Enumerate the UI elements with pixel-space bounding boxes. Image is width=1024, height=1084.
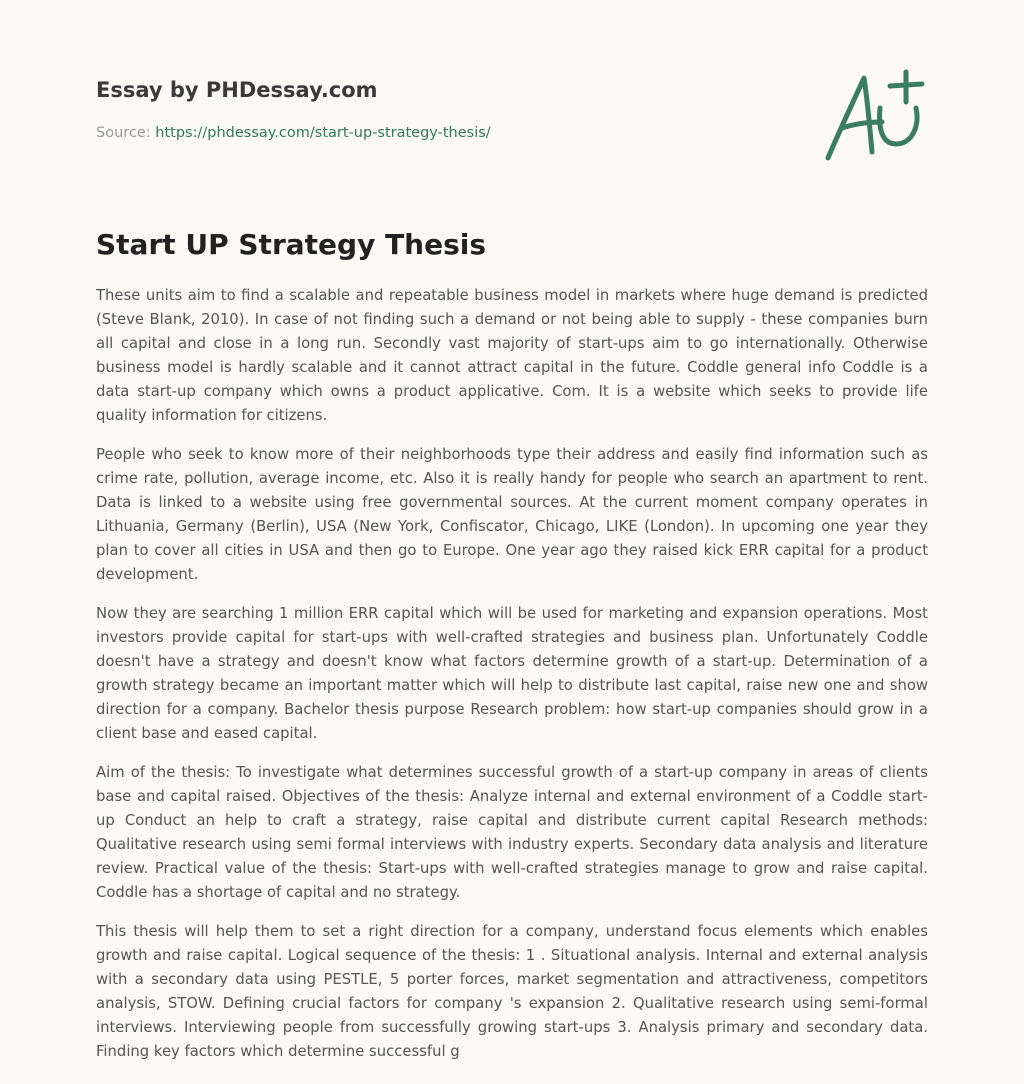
essay-paragraph: Aim of the thesis: To investigate what determines successful growth of a start-up company in areas of clients base and capital raised. Objectives of the thesis: Analyze internal and external environment of a Coddle start-up Conduct an help to craft a strategy, raise capital and distribute current capital Research methods: Qualitative research using semi formal interviews with industry experts. Secondary data analysis and literature review. Practical value of the thesis: Start-ups with well-crafted strategies manage to grow and raise capital. Coddle has a shortage of capital and no strategy. <box>96 764 928 901</box>
page-header <box>96 76 928 143</box>
essay-paragraph: This thesis will help them to set a right direction for a company, understand focus elements which enables growth and raise capital. Logical sequence of the thesis: 1 . Situational analysis. Internal and external analysis with a secondary data using PESTLE, 5 porter forces, market segmentation and attractiveness, competitors analysis, STOW. Defining crucial factors for company 's expansion 2. Qualitative research using semi-formal interviews. Interviewing people from successfully growing start-ups 3. Analysis primary and secondary data. Finding key factors which determine successful g <box>96 923 928 1060</box>
essay-paragraph: People who seek to know more of their neighborhoods type their address and easily find information such as crime rate, pollution, average income, etc. Also it is really handy for people who search an apartment to rent. Data is linked to a website using free governmental sources. At the current moment company operates in Lithuania, Germany (Berlin), USA (New York, Confiscator, Chicago, LIKE (London). In upcoming one year they plan to cover all cities in USA and then go to Europe. One year ago they raised kick ERR capital for a product development. <box>96 446 928 583</box>
essay-paragraph: These units aim to find a scalable and repeatable business model in markets where huge demand is predicted (Steve Blank, 2010). In case of not finding such a demand or not being able to supply - these companies burn all capital and close in a long run. Secondly vast majority of start-ups aim to go internationally. Otherwise business model is hardly scalable and it cannot attract capital in the future. Coddle general info Coddle is a data start-up company which owns a product applicative. Com. It is a website which seeks to provide life quality information for citizens. <box>96 287 928 424</box>
essay-body <box>96 284 928 1079</box>
a-plus-logo-icon <box>820 64 930 164</box>
source-link[interactable]: https://phdessay.com/start-up-strategy-thesis/ <box>155 125 491 141</box>
site-title: Essay by PHDessay.com <box>96 78 378 102</box>
source-label: Source: <box>96 125 151 141</box>
essay-paragraph: Now they are searching 1 million ERR capital which will be used for marketing and expansion operations. Most investors provide capital for start-ups with well-crafted strategies and business plan. Unfortunately Coddle doesn't have a strategy and doesn't know what factors determine growth of a start-up. Determination of a growth strategy became an important matter which will help to distribute last capital, raise new one and show direction for a company. Bachelor thesis purpose Research problem: how start-up companies should grow in a client base and eased capital. <box>96 605 928 742</box>
source-line <box>96 123 928 143</box>
document-title: Start UP Strategy Thesis <box>96 228 487 261</box>
